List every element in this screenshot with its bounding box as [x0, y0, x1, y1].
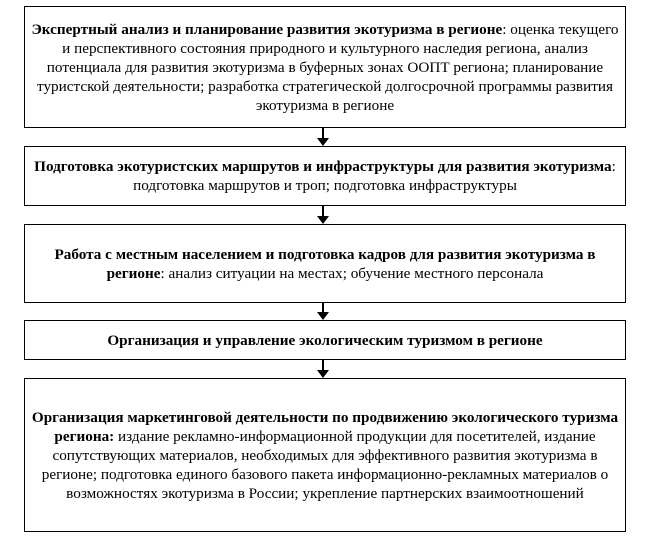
step-1-separator: :: [502, 20, 507, 38]
step-5-title: Организация маркетинговой деятельности по продвижению экологического туризма региона:: [31, 408, 619, 445]
step-2-title: Подготовка экотуристских маршрутов и инфраструктуры для развития экотуризма: [34, 158, 612, 175]
arrow-4-to-5: [317, 360, 329, 378]
arrow-1-to-2: [317, 128, 329, 146]
step-3-title: Работа с местным населением и подготовка кадров для развития экотуризма в регионе: [54, 245, 596, 282]
arrow-down-icon: [317, 370, 329, 378]
step-1-title: Экспертный анализ и планирование развития экотуризма в регионе: [31, 20, 503, 38]
step-4-box: [24, 320, 626, 360]
step-5-box: [24, 378, 626, 532]
step-3-content: [31, 245, 619, 283]
step-2-content: [31, 157, 619, 195]
step-4-content: [31, 331, 619, 350]
step-2-separator: :: [611, 158, 616, 175]
step-4-title: Организация и управление экологическим туризмом в регионе: [107, 331, 543, 349]
arrow-down-icon: [317, 216, 329, 224]
step-1-box: [24, 6, 626, 128]
step-5-content: [31, 408, 619, 503]
arrow-2-to-3: [317, 206, 329, 224]
step-1-content: [31, 20, 619, 115]
arrow-down-icon: [317, 312, 329, 320]
step-3-text: анализ ситуации на местах; обучение местного персонала: [164, 264, 544, 282]
step-1-text: оценка текущего и перспективного состояния природного и культурного наследия региона, анализ потенциала для развития экотуризма в буферных зонах ООПТ региона; планирование туристской деятельности; разработка стратегической долгосрочной программы развития экотуризма в регионе: [37, 20, 619, 114]
arrow-down-icon: [317, 138, 329, 146]
arrow-3-to-4: [317, 303, 329, 320]
step-5-text: издание рекламно-информационной продукции для посетителей, издание сопутствующих материалов, необходимых для эффективного развития экотуризма в регионе; подготовка единого базового пакета информационно-рекламных материалов о возможностях экотуризма в России; укрепление партнерских взаимоотношений: [41, 427, 609, 502]
step-2-box: [24, 146, 626, 206]
step-2-text: подготовка маршрутов и троп; подготовка инфраструктуры: [133, 177, 517, 194]
step-3-box: [24, 224, 626, 303]
step-3-separator: :: [160, 264, 165, 282]
